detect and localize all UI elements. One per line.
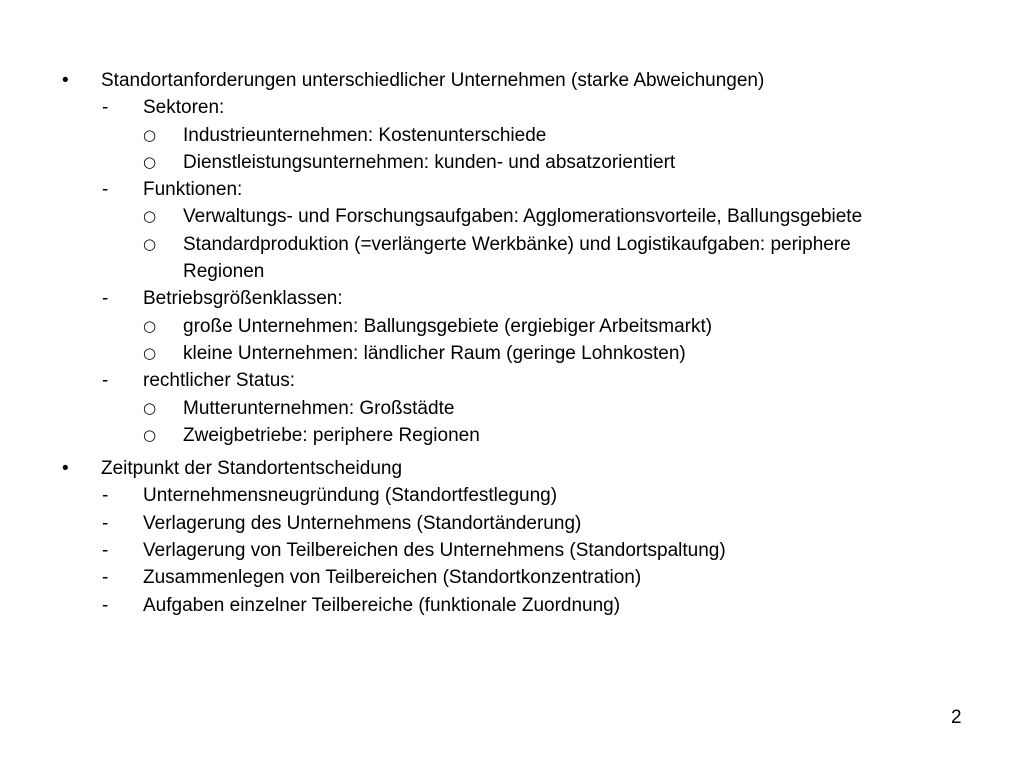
dash-list xyxy=(101,482,962,618)
page-number: 2 xyxy=(951,707,962,728)
section-zeitpunkt xyxy=(62,455,962,619)
list-item-sektoren xyxy=(101,94,962,176)
list-item xyxy=(101,482,962,509)
list-item xyxy=(143,149,962,176)
item-text: Mutterunternehmen: Großstädte xyxy=(183,397,455,419)
item-text: kleine Unternehmen: ländlicher Raum (geringe Lohnkosten) xyxy=(183,342,686,364)
section-standortanforderungen xyxy=(62,67,962,449)
list-item-rechtlicher-status xyxy=(101,367,962,449)
item-label: Funktionen: xyxy=(143,179,243,201)
circle-list xyxy=(143,203,962,285)
item-label: Zusammenlegen von Teilbereichen (Standortkonzentration) xyxy=(143,567,642,589)
item-text: Standardproduktion (=verlängerte Werkbänke) und Logistikaufgaben: periphere Regionen xyxy=(183,233,851,283)
list-item xyxy=(143,122,962,149)
list-item xyxy=(101,564,962,591)
item-label: rechtlicher Status: xyxy=(143,370,296,392)
circle-list xyxy=(143,395,962,450)
item-label: Verlagerung von Teilbereichen des Unternehmens (Standortspaltung) xyxy=(143,540,726,562)
section-heading: Standortanforderungen unterschiedlicher Unternehmen (starke Abweichungen) xyxy=(101,70,765,91)
item-label: Unternehmensneugründung (Standortfestlegung) xyxy=(143,485,558,507)
circle-list xyxy=(143,122,962,177)
item-label: Betriebsgrößenklassen: xyxy=(143,288,343,310)
item-text: Verwaltungs- und Forschungsaufgaben: Agglomerationsvorteile, Ballungsgebiete xyxy=(183,206,863,228)
section-heading: Zeitpunkt der Standortentscheidung xyxy=(101,458,403,480)
list-item xyxy=(143,203,962,230)
item-text: große Unternehmen: Ballungsgebiete (ergiebiger Arbeitsmarkt) xyxy=(183,315,713,337)
item-text: Industrieunternehmen: Kostenunterschiede xyxy=(183,124,547,146)
item-text: Dienstleistungsunternehmen: kunden- und absatzorientiert xyxy=(183,151,676,173)
list-item xyxy=(143,340,962,367)
list-item xyxy=(101,537,962,564)
item-text: Zweigbetriebe: periphere Regionen xyxy=(183,424,480,446)
list-item xyxy=(101,510,962,537)
list-item xyxy=(101,592,962,619)
list-item-funktionen xyxy=(101,176,962,285)
item-label: Sektoren: xyxy=(143,97,225,119)
list-item-betriebsgroessenklassen xyxy=(101,285,962,367)
list-item xyxy=(143,395,962,422)
circle-list xyxy=(143,313,962,368)
list-item xyxy=(143,422,962,449)
item-label: Verlagerung des Unternehmens (Standortänderung) xyxy=(143,512,582,534)
slide-content xyxy=(62,67,962,625)
list-item xyxy=(143,313,962,340)
item-label: Aufgaben einzelner Teilbereiche (funktionale Zuordnung) xyxy=(143,594,621,616)
bullet-list xyxy=(62,67,962,619)
dash-list xyxy=(101,94,962,449)
list-item xyxy=(143,231,962,286)
